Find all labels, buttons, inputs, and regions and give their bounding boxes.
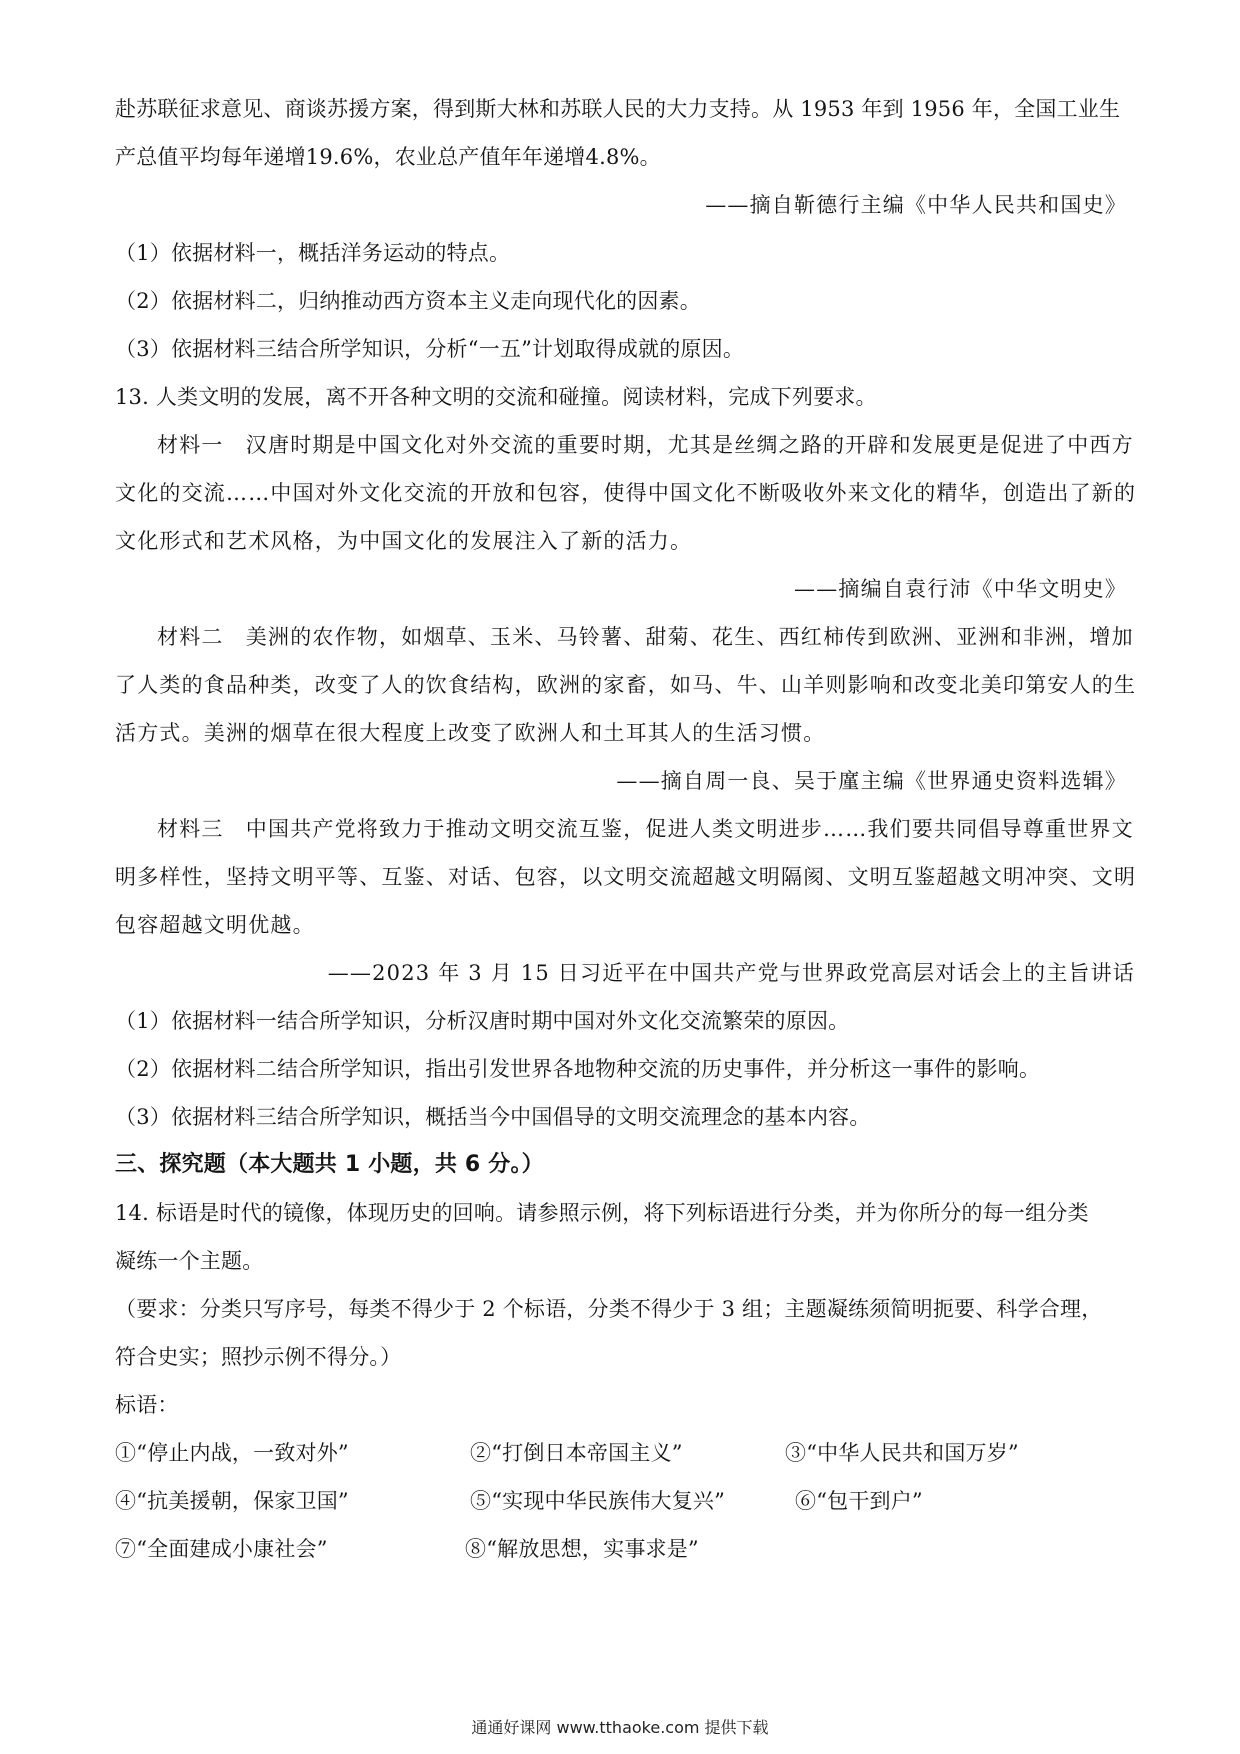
q13-material-2-source: ——摘自周一良、吴于廑主编《世界通史资料选辑》: [616, 769, 1127, 793]
page-footer: 通通好课网 www.tthaoke.com 提供下载: [471, 1718, 769, 1737]
q12-text-line: 产总值平均每年递增19.6%，农业总产值年年递增4.8%。: [115, 145, 661, 169]
q12-subquestion-3: （3）依据材料三结合所学知识，分析“一五”计划取得成就的原因。: [115, 337, 745, 361]
q13-material-1-source: ——摘编自袁行沛《中华文明史》: [794, 577, 1127, 601]
q13-material-1-line: 材料一 汉唐时期是中国文化对外交流的重要时期，尤其是丝绸之路的开辟和发展更是促进了中西方: [157, 433, 1134, 457]
q13-material-3-line: 包容超越文明优越。: [115, 913, 315, 937]
q14-stem: 凝练一个主题。: [115, 1249, 264, 1273]
q14-requirement: 符合史实；照抄示例不得分。）: [115, 1345, 402, 1369]
slogan-item: ①“停止内战，一致对外”: [115, 1441, 349, 1465]
slogan-item: ②“打倒日本帝国主义”: [470, 1441, 683, 1465]
slogan-item: ③“中华人民共和国万岁”: [785, 1441, 1019, 1465]
q13-subquestion-2: （2）依据材料二结合所学知识，指出引发世界各地物种交流的历史事件，并分析这一事件的影响。: [115, 1057, 1041, 1081]
q12-text-line: 赴苏联征求意见、商谈苏援方案，得到斯大林和苏联人民的大力支持。从 1953 年到 1956 年，全国工业生: [115, 97, 1121, 121]
q13-material-2-line: 活方式。美洲的烟草在很大程度上改变了欧洲人和土耳其人的生活习惯。: [115, 721, 826, 745]
q13-material-3-line: 材料三 中国共产党将致力于推动文明交流互鉴，促进人类文明进步……我们要共同倡导尊重世界文: [157, 817, 1134, 841]
q13-material-3-line: 明多样性，坚持文明平等、互鉴、对话、包容，以文明交流超越文明隔阂、文明互鉴超越文明冲突、文明: [115, 865, 1137, 889]
q13-material-1-line: 文化形式和艺术风格，为中国文化的发展注入了新的活力。: [115, 529, 693, 553]
slogan-item: ⑤“实现中华民族伟大复兴”: [470, 1489, 726, 1513]
q14-stem: 14. 标语是时代的镜像，体现历史的回响。请参照示例，将下列标语进行分类，并为你所分的每一组分类: [115, 1201, 1089, 1225]
slogan-item: ⑦“全面建成小康社会”: [115, 1537, 328, 1561]
q12-subquestion-2: （2）依据材料二，归纳推动西方资本主义走向现代化的因素。: [115, 289, 701, 313]
slogan-item: ④“抗美援朝，保家卫国”: [115, 1489, 349, 1513]
q13-subquestion-3: （3）依据材料三结合所学知识，概括当今中国倡导的文明交流理念的基本内容。: [115, 1105, 871, 1129]
section-3-heading: 三、探究题（本大题共 1 小题，共 6 分。）: [115, 1152, 544, 1177]
q12-subquestion-1: （1）依据材料一，概括洋务运动的特点。: [115, 241, 511, 265]
q12-source: ——摘自靳德行主编《中华人民共和国史》: [705, 193, 1127, 217]
slogan-item: ⑧“解放思想，实事求是”: [465, 1537, 699, 1561]
slogan-item: ⑥“包干到户”: [795, 1489, 923, 1513]
q13-material-2-line: 了人类的食品种类，改变了人的饮食结构，欧洲的家畜，如马、牛、山羊则影响和改变北美印第安人的生: [115, 673, 1137, 697]
q13-material-3-source: ——2023 年 3 月 15 日习近平在中国共产党与世界政党高层对话会上的主旨讲话: [327, 961, 1135, 985]
q13-subquestion-1: （1）依据材料一结合所学知识，分析汉唐时期中国对外文化交流繁荣的原因。: [115, 1009, 850, 1033]
q13-material-2-line: 材料二 美洲的农作物，如烟草、玉米、马铃薯、甜菊、花生、西红柿传到欧洲、亚洲和非洲，增加: [157, 625, 1134, 649]
q13-material-1-line: 文化的交流……中国对外文化交流的开放和包容，使得中国文化不断吸收外来文化的精华，创造出了新的: [115, 481, 1137, 505]
q14-requirement: （要求：分类只写序号，每类不得少于 2 个标语，分类不得少于 3 组；主题凝练须简明扼要、科学合理，: [115, 1297, 1103, 1321]
q14-slogan-label: 标语：: [115, 1393, 179, 1417]
q13-stem: 13. 人类文明的发展，离不开各种文明的交流和碰撞。阅读材料，完成下列要求。: [115, 385, 877, 409]
